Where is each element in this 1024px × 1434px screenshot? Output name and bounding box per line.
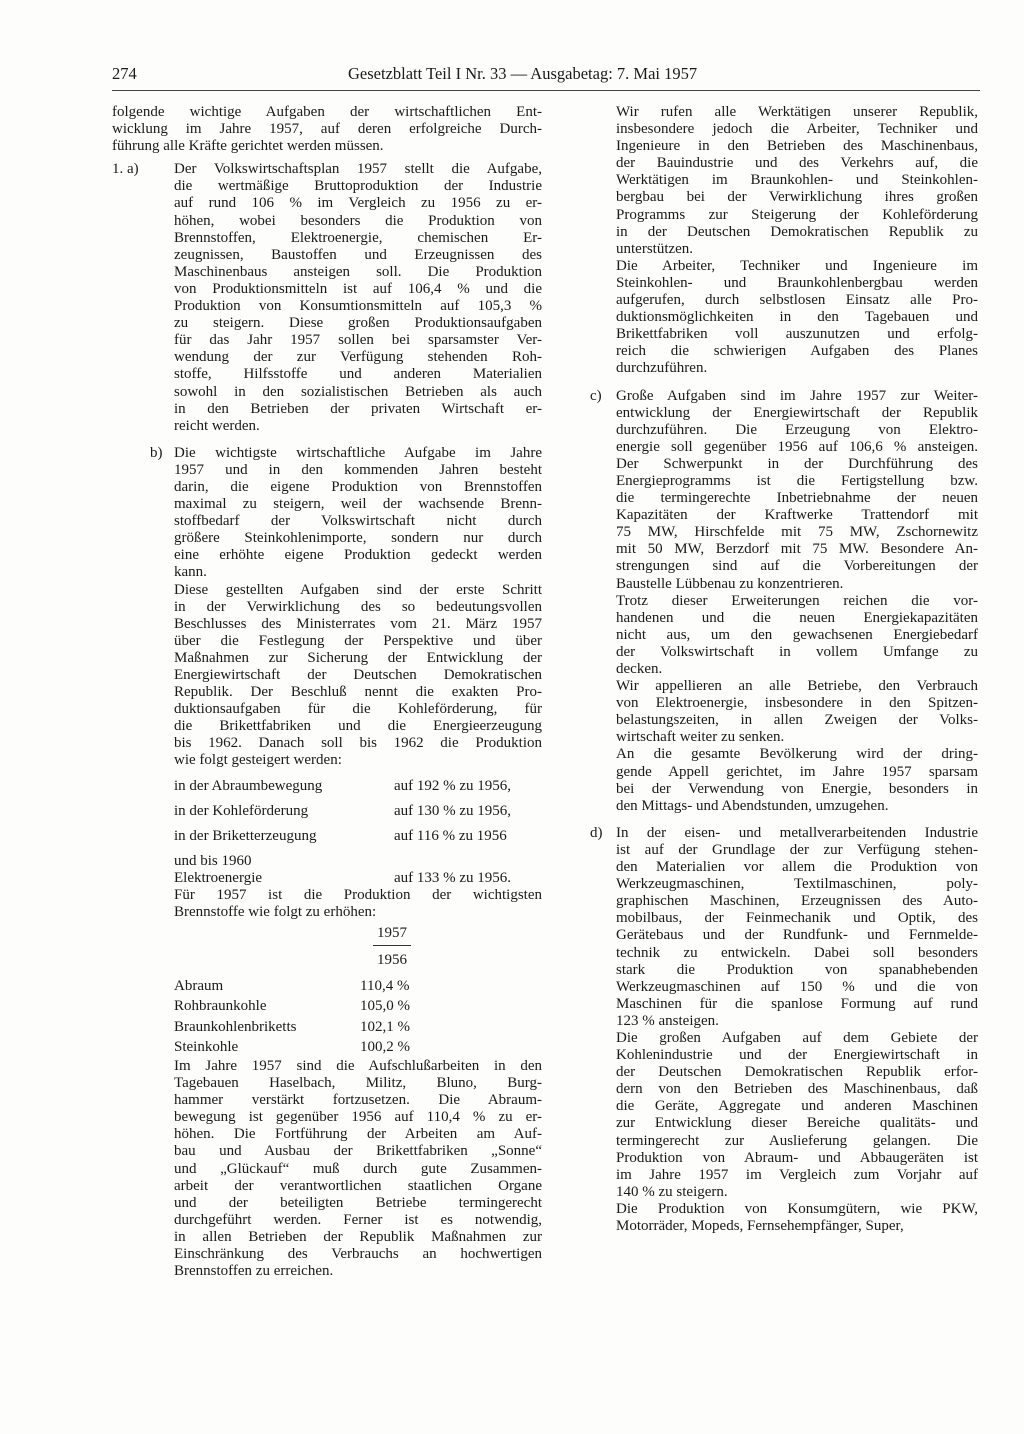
text-line: mobilbaus, der Feinmechanik und Optik, des	[616, 910, 978, 927]
aufruf-paragraph	[590, 104, 978, 258]
text-line: und der beteiligten Betriebe termingerecht	[174, 1194, 542, 1211]
text-line: über die Festlegung der Perspektive und über	[174, 632, 542, 649]
gazette-title: Gesetzblatt Teil I Nr. 33 — Ausgabetag: 7. Mai 1957	[348, 64, 698, 83]
text-line: die Geräte, Aggregate und anderen Maschinen	[616, 1098, 978, 1115]
text-line: Für 1957 ist die Produktion der wichtigsten	[174, 886, 542, 903]
page-number: 274	[112, 64, 137, 83]
text-line: in allen Betrieben der Republik Maßnahmen zur	[174, 1228, 542, 1245]
text-line: in der Deutschen Demokratischen Republik zu	[616, 223, 978, 240]
text-line: Programms zur Steigerung der Kohleförderung	[616, 206, 978, 223]
text-line: Baustelle Lübbenau zu konzentrieren.	[616, 575, 844, 592]
text-line: reicht werden.	[174, 417, 260, 434]
text-line: die Brikettfabriken und die Energieerzeugung	[174, 718, 542, 735]
text-line: nicht aus, um den gewachsenen Energiebedarf	[616, 626, 978, 643]
text-line: eine erhöhte eigene Produktion gedeckt werden	[174, 547, 542, 564]
fuel-table	[112, 976, 542, 1058]
text-line: Ingenieure in den Betrieben des Maschinenbaus,	[616, 138, 978, 155]
text-line: 123 % ansteigen.	[616, 1012, 719, 1029]
text-line: für das Jahr 1957 sollen bei sparsamster Ver-	[174, 332, 542, 349]
item-d	[590, 825, 978, 1030]
text-line: termingerecht zur Auslieferung gelangen. Die	[616, 1132, 978, 1149]
production-list	[112, 774, 542, 887]
text-line: belastungszeiten, in allen Zweigen der Volks-	[616, 712, 978, 729]
text-line: zu steigern. Diese großen Produktionsaufgaben	[174, 315, 542, 332]
text-line: die termingerechte Inbetriebnahme der neuen	[616, 490, 978, 507]
text-line: Beschlusses des Ministerrates vom 21. März 1957	[174, 615, 542, 632]
item-d-text	[616, 825, 978, 1030]
text-line: von Elektroenergie, insbesondere in den Spitzen-	[616, 695, 978, 712]
text-line: Die Arbeiter, Techniker und Ingenieure im	[616, 257, 978, 274]
text-line: Werkzeugmaschinen auf 150 % und die von	[616, 978, 978, 995]
text-line: und „Glückauf“ muß durch gute Zusammen-	[174, 1160, 542, 1177]
text-line: Maßnahmen zur Sicherung der Entwicklung der	[174, 649, 542, 666]
text-line: auf rund 106 % im Vergleich zu 1956 zu er-	[174, 195, 542, 212]
text-line: handenen und die neuen Energiekapazitäten	[616, 609, 978, 626]
text-line: in den Betrieben der privaten Wirtschaft er-	[174, 400, 542, 417]
production-row: in der Briketterzeugung auf 116 % zu 1956	[174, 827, 507, 844]
text-line: durchzuführen.	[616, 360, 708, 377]
text-line: Energiewirtschaft der Deutschen Demokratischen	[174, 667, 542, 683]
grossen-paragraph	[590, 1030, 978, 1201]
text-line: maximal zu steigern, weil der wachsende Brenn-	[174, 496, 542, 513]
text-line: im Jahre 1957 im Vergleich zum Vorjahr auf	[616, 1166, 978, 1183]
text-line: dern von den Betrieben des Maschinenbaus, daß	[616, 1081, 978, 1098]
text-line: in der Verwirklichung des so bedeutungsvollen	[174, 598, 542, 615]
text-line: strengungen sind auf die Vorbereitungen der	[616, 558, 978, 575]
header-rule	[112, 90, 980, 91]
item-c-text	[616, 388, 978, 593]
text-line: Tagebauen Haselbach, Militz, Bluno, Burg-	[174, 1075, 542, 1092]
text-line: Der Schwerpunkt in der Durchführung des	[616, 455, 978, 472]
text-line: bis 1962. Danach soll bis 1962 die Produktion	[174, 735, 542, 752]
text-line: arbeit der verantwortlichen staatlichen Organe	[174, 1177, 542, 1194]
text-line: Brennstoffen, Elektroenergie, chemischen Er-	[174, 229, 542, 246]
text-line: gende Appell gerichtet, im Jahre 1957 sparsam	[616, 763, 978, 780]
bevoelkerung-paragraph	[590, 746, 978, 814]
text-line: Diese gestellten Aufgaben sind der erste Schritt	[174, 581, 542, 598]
text-line: Die wichtigste wirtschaftliche Aufgabe im Jahre	[174, 444, 542, 461]
para-1957	[112, 887, 542, 921]
table-row: Braunkohlenbriketts 102,1 %	[174, 1018, 410, 1035]
text-line: bewegung ist gegenüber 1956 auf 110,4 % zu er-	[174, 1109, 542, 1126]
intro-paragraph	[112, 104, 542, 155]
text-line: höhen. Die Fortführung der Arbeiten am Auf-	[174, 1126, 542, 1143]
text-line: Einschränkung des Verbrauchs an hochwertigen	[174, 1245, 542, 1262]
appell-paragraph	[590, 678, 978, 746]
text-line: Republik. Der Beschluß nennt die exakten Pro-	[174, 684, 542, 701]
text-line: der Volkswirtschaft in vollem Umfange zu	[616, 643, 978, 660]
arbeiter-paragraph	[590, 258, 978, 378]
text-line: Werkzeugmaschinen, Textilmaschinen, poly-	[616, 876, 978, 893]
text-line: der Deutschen Demokratischen Republik erfor-	[616, 1064, 978, 1081]
text-line: wicklung im Jahre 1957, auf deren erfolgreiche Durch-	[112, 121, 542, 138]
text-line: den Materialien vor allem die Produktion von	[616, 859, 978, 876]
text-line: Motorräder, Mopeds, Fernsehempfänger, Super,	[616, 1218, 904, 1234]
text-line: stark die Produktion von spanabhebenden	[616, 961, 978, 978]
text-line: Werktätigen im Braunkohlen- und Steinkohlen-	[616, 172, 978, 189]
text-line: sowohl in den sozialistischen Betrieben als auch	[174, 383, 542, 400]
text-line: hammer verstärkt fortzusetzen. Die Abraum-	[174, 1092, 542, 1109]
text-line: größere Steinkohlenimporte, sondern nur durch	[174, 530, 542, 547]
text-line: 75 MW, Hirschfelde mit 75 MW, Zschornewitz	[616, 524, 978, 541]
aufschluss-paragraph	[112, 1058, 542, 1280]
text-line: durchgeführt werden. Ferner ist es notwendig,	[174, 1211, 542, 1228]
text-line: wie folgt gesteigert werden:	[174, 752, 342, 769]
text-line: darin, die eigene Produktion von Brennstoffen	[174, 478, 542, 495]
text-line: mit 50 MW, Berzdorf mit 75 MW. Besondere An-	[616, 541, 978, 558]
text-line: graphischen Maschinen, Erzeugnissen des Auto-	[616, 893, 978, 910]
text-line: Maschinen für die spanlose Formung auf rund	[616, 995, 978, 1012]
text-line: Kapazitäten der Kraftwerke Trattendorf mit	[616, 507, 978, 524]
page-header	[112, 64, 982, 86]
item-b-text	[174, 445, 542, 582]
text-line: technik zu entwickeln. Dabei soll besonders	[616, 944, 978, 961]
text-line: ist auf der Grundlage der zur Verfügung stehen-	[616, 841, 978, 858]
item-1a-label: 1. a)	[112, 161, 139, 178]
text-line: decken.	[616, 661, 663, 677]
text-line: Brikettfabriken voll auszunutzen und erfolg-	[616, 326, 978, 343]
production-row: in der Abraumbewegung auf 192 % zu 1956,	[174, 777, 512, 794]
text-line: Der Volkswirtschaftsplan 1957 stellt die Aufgabe,	[174, 161, 542, 178]
text-line: Energieprogramms ist die Fertigstellung bzw.	[616, 472, 978, 489]
production-row: in der Kohleförderung auf 130 % zu 1956,	[174, 802, 512, 819]
text-line: An die gesamte Bevölkerung wird der dring-	[616, 746, 978, 763]
item-b-label: b)	[150, 444, 163, 461]
text-line: Gerätebaus und der Rundfunk- und Fernmelde-	[616, 927, 978, 944]
ratio-denominator: 1956	[377, 951, 407, 968]
table-row: Steinkohle 100,2 %	[174, 1039, 410, 1056]
item-c-label: c)	[590, 387, 602, 404]
text-line: Im Jahre 1957 sind die Aufschlußarbeiten in den	[174, 1057, 542, 1074]
trotz-paragraph	[590, 593, 978, 678]
text-line: wendung der zur Verfügung stehenden Roh-	[174, 349, 542, 366]
right-column	[590, 104, 978, 1235]
konsum-paragraph	[590, 1201, 978, 1235]
text-line: Wir rufen alle Werktätigen unserer Republik,	[616, 104, 978, 120]
text-line: insbesondere jedoch die Arbeiter, Techniker und	[616, 121, 978, 138]
text-line: entwicklung der Energiewirtschaft der Republik	[616, 404, 978, 421]
text-line: durchzuführen. Die Erzeugung von Elektro-	[616, 421, 978, 438]
text-line: den Mittags- und Abendstunden, umzugehen.	[616, 797, 889, 814]
text-line: stoffe, Hilfsstoffe und anderen Materialien	[174, 366, 542, 383]
text-line: Maschinenbaus ansteigen soll. Die Produktion	[174, 263, 542, 280]
text-line: Kohlenindustrie und der Energiewirtschaft in	[616, 1047, 978, 1064]
text-line: Produktion von Abraum- und Abbaugeräten ist	[616, 1149, 978, 1166]
text-line: höhen, wobei besonders die Produktion von	[174, 212, 542, 229]
text-line: Die großen Aufgaben auf dem Gebiete der	[616, 1029, 978, 1046]
ratio-header	[370, 921, 414, 970]
text-line: von Produktionsmitteln ist auf 106,4 % und die	[174, 280, 542, 297]
text-line: Große Aufgaben sind im Jahre 1957 zur Weiter-	[616, 387, 978, 404]
text-line: duktionsmöglichkeiten in den Tagebauen und	[616, 309, 978, 326]
text-line: bergbau bei der Verwirklichung ihres großen	[616, 189, 978, 206]
production-row-electricity: und bis 1960 Elektroenergie auf 133 % zu 1956.	[174, 852, 512, 886]
text-line: bei der Verwendung von Energie, besonders in	[616, 780, 978, 797]
item-b	[112, 445, 542, 582]
table-row: Abraum 110,4 %	[174, 977, 410, 994]
text-line: unterstützen.	[616, 240, 694, 257]
text-line: bau und Ausbau der Brikettfabriken „Sonne“	[174, 1143, 542, 1160]
text-line: In der eisen- und metallverarbeitenden Industrie	[616, 824, 978, 841]
aufgaben-paragraph	[112, 582, 542, 770]
text-line: stoffbedarf der Volkswirtschaft nicht durch	[174, 513, 542, 530]
text-line: Trotz dieser Erweiterungen reichen die vor-	[616, 592, 978, 609]
text-line: duktionsaufgaben für die Kohleförderung, für	[174, 701, 542, 718]
table-row: Rohbraunkohle 105,0 %	[174, 998, 410, 1015]
text-line: Wir appellieren an alle Betriebe, den Verbrauch	[616, 678, 978, 695]
left-column	[112, 104, 542, 1280]
text-line: zeugnissen, Baustoffen und Erzeugnissen des	[174, 246, 542, 263]
text-line: der Bauindustrie und des Verkehrs auf, die	[616, 155, 978, 172]
item-1a	[112, 161, 542, 435]
text-line: 140 % zu steigern.	[616, 1183, 728, 1200]
text-line: die wertmäßige Bruttoproduktion der Industrie	[174, 178, 542, 195]
ratio-numerator: 1957	[373, 921, 411, 946]
text-line: Brennstoffe wie folgt zu erhöhen:	[174, 903, 377, 920]
text-line: zur Entwicklung dieser Bereiche qualitäts- und	[616, 1115, 978, 1132]
text-line: wirtschaft weiter zu senken.	[616, 729, 785, 746]
text-line: reich die schwierigen Aufgaben des Planes	[616, 343, 978, 360]
text-line: Produktion von Konsumtionsmitteln auf 105,3 %	[174, 298, 542, 315]
text-line: Die Produktion von Konsumgütern, wie PKW,	[616, 1200, 978, 1217]
text-line: Steinkohlen- und Braunkohlenbergbau werden	[616, 274, 978, 291]
item-c	[590, 388, 978, 593]
text-line: Brennstoffen zu erreichen.	[174, 1263, 334, 1280]
text-line: 1957 und in den kommenden Jahren besteht	[174, 461, 542, 478]
item-d-label: d)	[590, 824, 603, 841]
text-line: kann.	[174, 564, 207, 581]
item-1a-text	[174, 161, 542, 435]
text-line: führung alle Kräfte gerichtet werden müssen.	[112, 138, 384, 155]
text-line: aufgerufen, durch selbstlosen Einsatz alle Pro-	[616, 292, 978, 309]
text-line: energie soll gegenüber 1956 auf 106,6 % ansteigen.	[616, 438, 978, 455]
text-line: folgende wichtige Aufgaben der wirtschaftlichen Ent-	[112, 104, 542, 120]
